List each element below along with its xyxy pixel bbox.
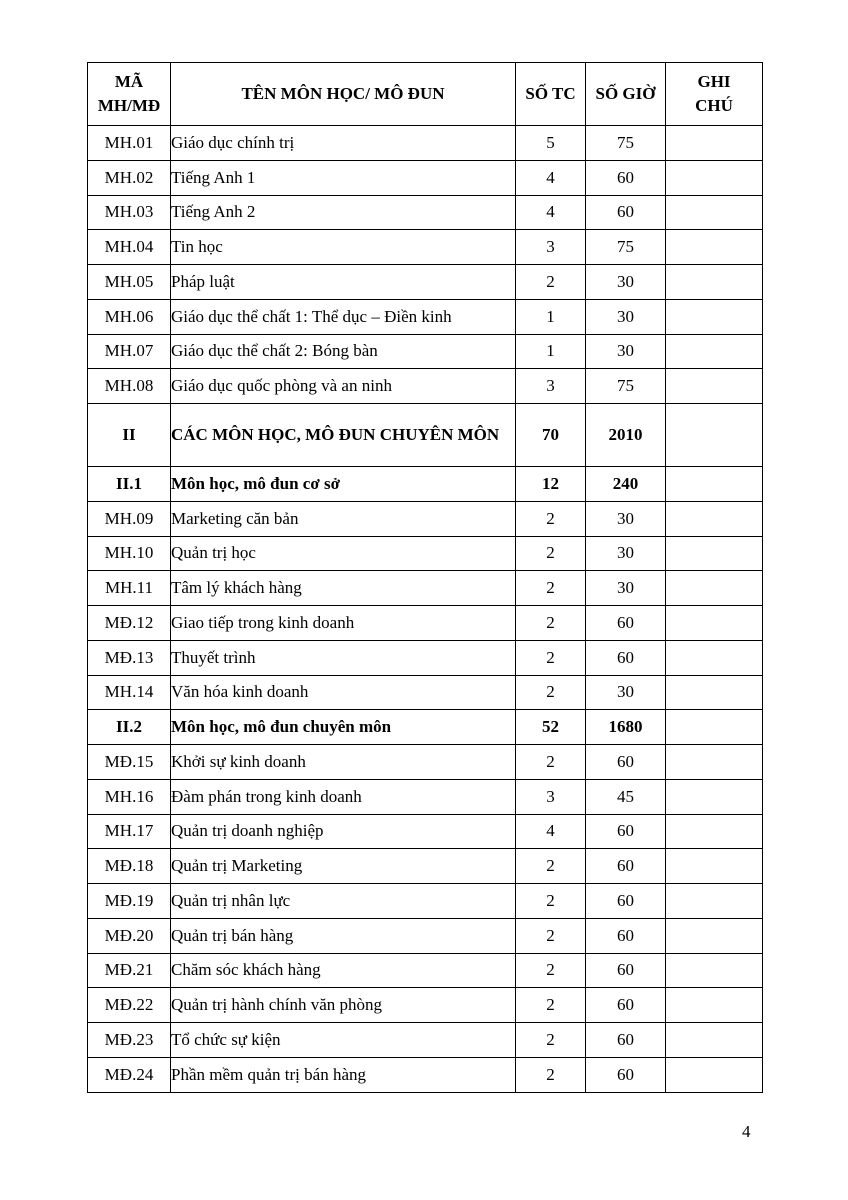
curriculum-table xyxy=(87,62,763,1093)
cell-code: MĐ.23 xyxy=(88,1023,171,1058)
table-row xyxy=(88,745,763,780)
cell-hours: 60 xyxy=(586,953,666,988)
cell-credits: 2 xyxy=(516,918,586,953)
cell-credits: 2 xyxy=(516,675,586,710)
cell-name: Môn học, mô đun chuyên môn xyxy=(171,710,516,745)
table-row xyxy=(88,988,763,1023)
cell-note xyxy=(666,1057,763,1092)
table-row xyxy=(88,849,763,884)
table-row xyxy=(88,334,763,369)
table-row xyxy=(88,571,763,606)
cell-name: Phần mềm quản trị bán hàng xyxy=(171,1057,516,1092)
cell-name: Giao tiếp trong kinh doanh xyxy=(171,606,516,641)
cell-hours: 1680 xyxy=(586,710,666,745)
table-row xyxy=(88,299,763,334)
cell-hours: 60 xyxy=(586,745,666,780)
cell-hours: 60 xyxy=(586,988,666,1023)
cell-credits: 2 xyxy=(516,988,586,1023)
cell-note xyxy=(666,571,763,606)
cell-name: Quản trị nhân lực xyxy=(171,884,516,919)
cell-credits: 2 xyxy=(516,536,586,571)
cell-credits: 1 xyxy=(516,299,586,334)
cell-code: MH.04 xyxy=(88,230,171,265)
header-credits: SỐ TC xyxy=(516,63,586,126)
cell-code: II.1 xyxy=(88,467,171,502)
cell-note xyxy=(666,404,763,467)
table-row xyxy=(88,536,763,571)
cell-credits: 3 xyxy=(516,779,586,814)
table-row xyxy=(88,918,763,953)
cell-code: MH.10 xyxy=(88,536,171,571)
cell-note xyxy=(666,779,763,814)
table-row xyxy=(88,814,763,849)
cell-credits: 4 xyxy=(516,814,586,849)
header-name: TÊN MÔN HỌC/ MÔ ĐUN xyxy=(171,63,516,126)
cell-credits: 2 xyxy=(516,1057,586,1092)
cell-hours: 75 xyxy=(586,369,666,404)
table-row xyxy=(88,606,763,641)
cell-code: MH.02 xyxy=(88,160,171,195)
cell-hours: 30 xyxy=(586,299,666,334)
cell-name: Giáo dục thể chất 1: Thể dục – Điền kinh xyxy=(171,299,516,334)
table-row xyxy=(88,160,763,195)
cell-hours: 75 xyxy=(586,230,666,265)
section-row-II-2 xyxy=(88,710,763,745)
cell-code: MH.11 xyxy=(88,571,171,606)
section-row-II xyxy=(88,404,763,467)
cell-name: Tiếng Anh 1 xyxy=(171,160,516,195)
table-row xyxy=(88,675,763,710)
cell-name: Chăm sóc khách hàng xyxy=(171,953,516,988)
table-row xyxy=(88,195,763,230)
cell-note xyxy=(666,849,763,884)
cell-note xyxy=(666,640,763,675)
cell-code: MH.06 xyxy=(88,299,171,334)
cell-name: Giáo dục thể chất 2: Bóng bàn xyxy=(171,334,516,369)
table-row xyxy=(88,265,763,300)
cell-code: MH.09 xyxy=(88,501,171,536)
cell-hours: 30 xyxy=(586,536,666,571)
cell-name: Quản trị doanh nghiệp xyxy=(171,814,516,849)
table-row xyxy=(88,230,763,265)
cell-credits: 2 xyxy=(516,265,586,300)
cell-note xyxy=(666,230,763,265)
cell-code: MĐ.15 xyxy=(88,745,171,780)
cell-name: Tổ chức sự kiện xyxy=(171,1023,516,1058)
cell-hours: 60 xyxy=(586,1023,666,1058)
table-row xyxy=(88,640,763,675)
cell-note xyxy=(666,160,763,195)
cell-hours: 30 xyxy=(586,675,666,710)
cell-name: Quản trị Marketing xyxy=(171,849,516,884)
cell-credits: 2 xyxy=(516,571,586,606)
cell-name: Quản trị bán hàng xyxy=(171,918,516,953)
cell-credits: 52 xyxy=(516,710,586,745)
cell-note xyxy=(666,265,763,300)
cell-note xyxy=(666,953,763,988)
cell-note xyxy=(666,606,763,641)
cell-name: Tâm lý khách hàng xyxy=(171,571,516,606)
cell-code: MH.03 xyxy=(88,195,171,230)
cell-credits: 2 xyxy=(516,640,586,675)
table-row xyxy=(88,1057,763,1092)
cell-hours: 60 xyxy=(586,640,666,675)
cell-name: Giáo dục chính trị xyxy=(171,126,516,161)
cell-hours: 60 xyxy=(586,1057,666,1092)
cell-name: Khởi sự kinh doanh xyxy=(171,745,516,780)
cell-note xyxy=(666,369,763,404)
cell-code: II.2 xyxy=(88,710,171,745)
cell-note xyxy=(666,299,763,334)
cell-credits: 1 xyxy=(516,334,586,369)
cell-code: MH.16 xyxy=(88,779,171,814)
cell-code: MH.08 xyxy=(88,369,171,404)
cell-name: Quản trị học xyxy=(171,536,516,571)
cell-code: MH.01 xyxy=(88,126,171,161)
cell-code: MĐ.21 xyxy=(88,953,171,988)
cell-code: MĐ.18 xyxy=(88,849,171,884)
cell-note xyxy=(666,884,763,919)
cell-note xyxy=(666,710,763,745)
cell-name: Tiếng Anh 2 xyxy=(171,195,516,230)
cell-credits: 3 xyxy=(516,230,586,265)
cell-code: MĐ.22 xyxy=(88,988,171,1023)
cell-hours: 60 xyxy=(586,918,666,953)
cell-hours: 30 xyxy=(586,571,666,606)
cell-code: MH.17 xyxy=(88,814,171,849)
cell-credits: 2 xyxy=(516,953,586,988)
cell-hours: 30 xyxy=(586,265,666,300)
cell-credits: 4 xyxy=(516,195,586,230)
cell-code: MH.07 xyxy=(88,334,171,369)
header-note: GHI CHÚ xyxy=(666,63,763,126)
cell-credits: 70 xyxy=(516,404,586,467)
section-row-II-1 xyxy=(88,467,763,502)
cell-note xyxy=(666,745,763,780)
cell-code: MĐ.20 xyxy=(88,918,171,953)
cell-name: Môn học, mô đun cơ sở xyxy=(171,467,516,502)
table-row xyxy=(88,779,763,814)
cell-name: Tin học xyxy=(171,230,516,265)
cell-credits: 2 xyxy=(516,849,586,884)
cell-credits: 5 xyxy=(516,126,586,161)
cell-note xyxy=(666,1023,763,1058)
table-header-row xyxy=(88,63,763,126)
cell-credits: 12 xyxy=(516,467,586,502)
table-row xyxy=(88,1023,763,1058)
page-number: 4 xyxy=(742,1122,751,1141)
cell-name: CÁC MÔN HỌC, MÔ ĐUN CHUYÊN MÔN xyxy=(171,404,516,467)
cell-credits: 3 xyxy=(516,369,586,404)
table-row xyxy=(88,369,763,404)
cell-note xyxy=(666,126,763,161)
cell-code: MH.05 xyxy=(88,265,171,300)
cell-code: MĐ.12 xyxy=(88,606,171,641)
cell-name: Pháp luật xyxy=(171,265,516,300)
cell-note xyxy=(666,501,763,536)
cell-code: MĐ.19 xyxy=(88,884,171,919)
table-row xyxy=(88,501,763,536)
cell-credits: 2 xyxy=(516,606,586,641)
cell-hours: 2010 xyxy=(586,404,666,467)
table-row xyxy=(88,884,763,919)
header-hours: SỐ GIỜ xyxy=(586,63,666,126)
cell-name: Đàm phán trong kinh doanh xyxy=(171,779,516,814)
cell-hours: 60 xyxy=(586,849,666,884)
cell-note xyxy=(666,334,763,369)
cell-name: Marketing căn bản xyxy=(171,501,516,536)
cell-hours: 60 xyxy=(586,160,666,195)
cell-hours: 60 xyxy=(586,195,666,230)
cell-hours: 60 xyxy=(586,814,666,849)
cell-hours: 240 xyxy=(586,467,666,502)
cell-code: MĐ.13 xyxy=(88,640,171,675)
cell-name: Quản trị hành chính văn phòng xyxy=(171,988,516,1023)
cell-hours: 30 xyxy=(586,501,666,536)
cell-note xyxy=(666,814,763,849)
header-code: MÃ MH/MĐ xyxy=(88,63,171,126)
cell-credits: 2 xyxy=(516,884,586,919)
cell-credits: 2 xyxy=(516,501,586,536)
cell-hours: 30 xyxy=(586,334,666,369)
cell-note xyxy=(666,988,763,1023)
cell-hours: 75 xyxy=(586,126,666,161)
cell-note xyxy=(666,195,763,230)
cell-note xyxy=(666,467,763,502)
cell-note xyxy=(666,675,763,710)
cell-credits: 2 xyxy=(516,1023,586,1058)
cell-name: Văn hóa kinh doanh xyxy=(171,675,516,710)
cell-name: Thuyết trình xyxy=(171,640,516,675)
cell-hours: 45 xyxy=(586,779,666,814)
cell-code: II xyxy=(88,404,171,467)
cell-credits: 2 xyxy=(516,745,586,780)
cell-hours: 60 xyxy=(586,884,666,919)
cell-note xyxy=(666,918,763,953)
cell-note xyxy=(666,536,763,571)
cell-credits: 4 xyxy=(516,160,586,195)
cell-code: MĐ.24 xyxy=(88,1057,171,1092)
table-row xyxy=(88,126,763,161)
table-row xyxy=(88,953,763,988)
cell-name: Giáo dục quốc phòng và an ninh xyxy=(171,369,516,404)
cell-hours: 60 xyxy=(586,606,666,641)
cell-code: MH.14 xyxy=(88,675,171,710)
